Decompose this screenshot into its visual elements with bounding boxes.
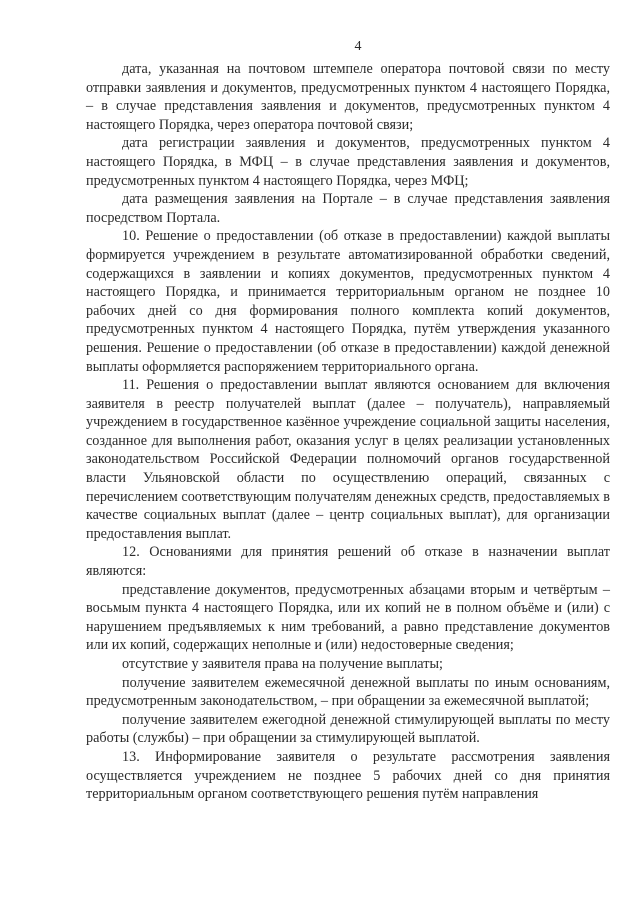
paragraph-refusal-documents: представление документов, предусмотренных абзацами вторым и четвёртым – восьмым пункта 4 настоящего Порядка, или их копий не в полном объёме и (или) с нарушением предъявляемых к ним требований, а равно представление документов или их копий, содержащих неполные и (или) недостоверные сведения; (86, 581, 610, 654)
paragraph-portal-date: дата размещения заявления на Портале – в случае представления заявления посредством Портала. (86, 191, 610, 226)
paragraph-refusal-monthly: получение заявителем ежемесячной денежной выплаты по иным основаниям, предусмотренным законодательством, – при обращении за ежемесячной выплатой; (86, 674, 610, 710)
page-number: 4 (354, 39, 362, 54)
paragraph-mfc-date: дата регистрации заявления и документов, предусмотренных пунктом 4 настоящего Порядка, в МФЦ – в случае представления заявления и документов, предусмотренных пунктом 4 настоящего Порядка, через МФЦ; (86, 135, 610, 189)
paragraph-postal-date: дата, указанная на почтовом штемпеле оператора почтовой связи по месту отправки заявления и документов, предусмотренных пунктом 4 настоящего Порядка, – в случае представления заявления и документов, предусмотренных пунктом 4 настоящего Порядка, через оператора почтовой связи; (86, 61, 610, 133)
paragraph-item-11: 11. Решения о предоставлении выплат являются основанием для включения заявителя в реестр получателей выплат (далее – получатель), направляемый учреждением в государственное казённое учреждение социальной защиты населения, созданное для выполнения работ, оказания услуг в целях реализации установленных законодательством Российской Федерации полномочий органов государственной власти Ульяновской области по осуществлению операций, связанных с перечислением соответствующим получателям денежных средств, предоставляемых в качестве социальных выплат (далее – центр социальных выплат), для организации предоставления выплат. (86, 377, 610, 542)
paragraph-refusal-annual: получение заявителем ежегодной денежной стимулирующей выплаты по месту работы (службы) – при обращении за стимулирующей выплатой. (86, 711, 610, 747)
paragraph-item-13: 13. Информирование заявителя о результате рассмотрения заявления осуществляется учреждением не позднее 5 рабочих дней со дня принятия территориальным органом соответствующего решения путём направления (86, 748, 610, 803)
paragraph-item-12: 12. Основаниями для принятия решений об отказе в назначении выплат являются: (86, 544, 610, 580)
paragraph-item-10: 10. Решение о предоставлении (об отказе в предоставлении) каждой выплаты формируется учреждением в результате автоматизированной обработки сведений, содержащихся в заявлении и копиях документов, предусмотренных пунктом 4 настоящего Порядка, и принимается территориальным органом не позднее 10 рабочих дней со дня формирования полного комплекта копий документов, предусмотренных пунктом 4 настоящего Порядка, путём утверждения указанного решения. Решение о предоставлении (об отказе в предоставлении) каждой денежной выплаты оформляется распоряжением территориального органа. (86, 228, 610, 375)
paragraph-refusal-no-right: отсутствие у заявителя права на получение выплаты; (122, 656, 443, 672)
